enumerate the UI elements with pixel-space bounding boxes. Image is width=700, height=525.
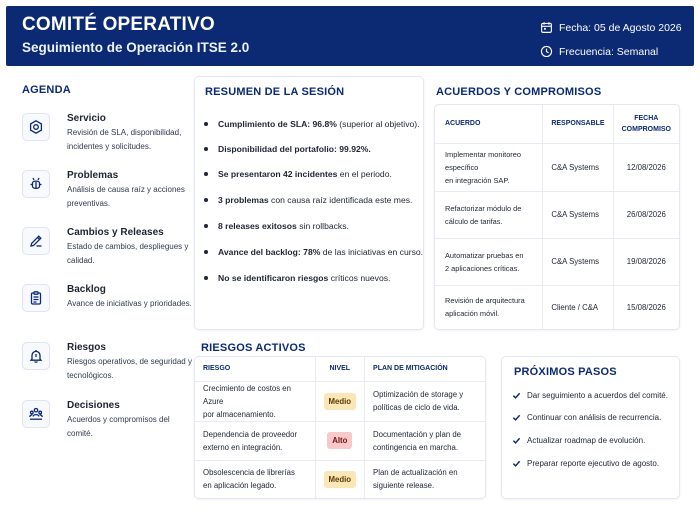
col-responsable: RESPONSABLE xyxy=(543,105,613,143)
agenda-item-name: Riesgos xyxy=(67,342,106,353)
agenda-item-servicio xyxy=(22,113,192,165)
col-plan: PLAN DE MITIGACIÓN xyxy=(365,357,485,381)
status-badge: Medio xyxy=(324,393,357,410)
agenda-item-name: Servicio xyxy=(67,113,106,124)
agenda-item-desc: Estado de cambios, despliegues y calidad. xyxy=(67,242,189,265)
header-banner xyxy=(6,6,694,66)
gear-icon xyxy=(22,113,50,141)
page: COMITÉ OPERATIVO Seguimiento de Operación ITSE 2.0 Fecha: 05 de Agosto 2026 Frecuencia: Semanal AGENDA Servicio Revisión de SLA, disponibilidad, incidentes y solicitudes. Problemas Análisis de causa raíz y acciones preventivas. Cambios y Releases Estado de cambios, despliegues y calidad. Backlog Avance de iniciativas y prioridades. Riesgos Riesgos operativos, de seguridad y tecnológicos. Decisiones Acuerdos y compromisos del comité. RESUMEN DE LA SESIÓN Cumplimiento de SLA: 96.8% (superior al objetivo). Disponibilidad del portafolio: 99.92%. Se presentaron 42 incidentes en el periodo. 3 problemas con causa raíz identificada este mes. 8 releases exitosos sin rollbacks. Avance del backlog: 78% de las iniciativas en curso. No se identificaron riesgos críticos nuevos. ACUERDOS Y COMPROMISOS ACUERDO RESPONSABLE FECHA COMPROMISO Implementar monitoreo específico en integración SAP. C&A Systems 12/08/2026 Refactorizar módulo de cálculo de tarifas. C&A Systems 26/08/2026 Automatizar pruebas en 2 aplicaciones críticas. C&A Systems 19/08/2026 Revisión de arquitectura aplicación móvil. Cliente / C&A 15/08/2026 RIESGOS ACTIVOS RIESGO NIVEL PLAN DE MITIGACIÓN Crecimiento de costos en Azure por almacenamiento. Medio Optimización de storage y políticas de ciclo de vida. Dependencia de proveedor externo en integración. Alto Documentación y plan de contingencia en marcha. Obsolescencia de librerías en aplicación legado. Medio Plan de actualización en siguiente release. PRÓXIMOS PASOS Dar seguimiento a acuerdos del comité. Continuar con análisis de recurrencia. Actualizar roadmap de evolución. Preparar reporte ejecutivo de agosto. xyxy=(0,0,700,525)
status-badge: Alto xyxy=(327,432,352,449)
col-fecha: FECHA COMPROMISO xyxy=(613,105,679,143)
agenda-item-cambios xyxy=(22,227,192,279)
agenda-item-desc: Riesgos operativos, de seguridad y tecnológicos. xyxy=(67,357,192,380)
agenda-item-name: Cambios y Releases xyxy=(67,227,164,238)
col-acuerdo: ACUERDO xyxy=(445,120,481,128)
check-icon xyxy=(512,436,521,445)
agreements-card xyxy=(434,104,680,330)
agenda-item-desc: Revisión de SLA, disponibilidad, incidentes y solicitudes. xyxy=(67,128,182,151)
agenda-title: AGENDA xyxy=(22,84,71,96)
clipboard-icon xyxy=(22,284,50,312)
meeting-date-text: Fecha: 05 de Agosto 2026 xyxy=(559,21,682,34)
edit-icon xyxy=(22,227,50,255)
table-row: Revisión de arquitectura aplicación móvil. Cliente / C&A 15/08/2026 xyxy=(435,285,679,329)
table-row: Implementar monitoreo específico en integración SAP. C&A Systems 12/08/2026 xyxy=(435,143,679,191)
table-row: Dependencia de proveedor externo en integración. Alto Documentación y plan de contingencia en marcha. xyxy=(195,421,485,460)
table-row: Refactorizar módulo de cálculo de tarifas. C&A Systems 26/08/2026 xyxy=(435,191,679,238)
alert-icon xyxy=(22,342,50,370)
page-title: COMITÉ OPERATIVO xyxy=(22,14,215,35)
check-icon xyxy=(512,391,521,400)
check-icon xyxy=(512,459,521,468)
risks-card xyxy=(194,356,486,499)
agenda-item-decisiones xyxy=(22,400,192,452)
summary-title: RESUMEN DE LA SESIÓN xyxy=(205,86,345,98)
agenda-item-desc: Análisis de causa raíz y acciones preventivas. xyxy=(67,185,185,208)
agenda-item-name: Problemas xyxy=(67,170,119,181)
risks-table xyxy=(195,357,485,498)
bug-icon xyxy=(22,170,50,198)
agenda-item-backlog xyxy=(22,284,192,336)
table-row: Automatizar pruebas en 2 aplicaciones críticas. C&A Systems 19/08/2026 xyxy=(435,238,679,285)
agreements-table xyxy=(435,105,679,329)
agenda-item-desc: Avance de iniciativas y prioridades. xyxy=(67,299,192,308)
col-riesgo: RIESGO xyxy=(203,365,231,373)
team-icon xyxy=(22,400,50,428)
table-row: Crecimiento de costos en Azure por almacenamiento. Medio Optimización de storage y políticas de ciclo de vida. xyxy=(195,381,485,421)
agenda-item-desc: Acuerdos y compromisos del comité. xyxy=(67,415,170,438)
agreements-title: ACUERDOS Y COMPROMISOS xyxy=(436,86,602,98)
table-row: Obsolescencia de librerías en aplicación legado. Medio Plan de actualización en siguiente release. xyxy=(195,460,485,498)
agenda-item-name: Backlog xyxy=(67,284,106,295)
agenda-item-problemas xyxy=(22,170,192,222)
agenda-item-name: Decisiones xyxy=(67,400,120,411)
status-badge: Medio xyxy=(324,471,357,488)
calendar-icon xyxy=(540,21,553,34)
agenda-item-riesgos xyxy=(22,342,192,394)
risks-title: RIESGOS ACTIVOS xyxy=(201,342,306,354)
clock-icon xyxy=(540,45,553,58)
col-nivel: NIVEL xyxy=(315,357,365,381)
meeting-frequency xyxy=(540,45,658,58)
meeting-frequency-text: Frecuencia: Semanal xyxy=(559,45,659,58)
next-steps-title: PRÓXIMOS PASOS xyxy=(514,366,617,378)
meeting-date xyxy=(540,21,682,34)
check-icon xyxy=(512,413,521,422)
page-subtitle: Seguimiento de Operación ITSE 2.0 xyxy=(22,40,250,55)
